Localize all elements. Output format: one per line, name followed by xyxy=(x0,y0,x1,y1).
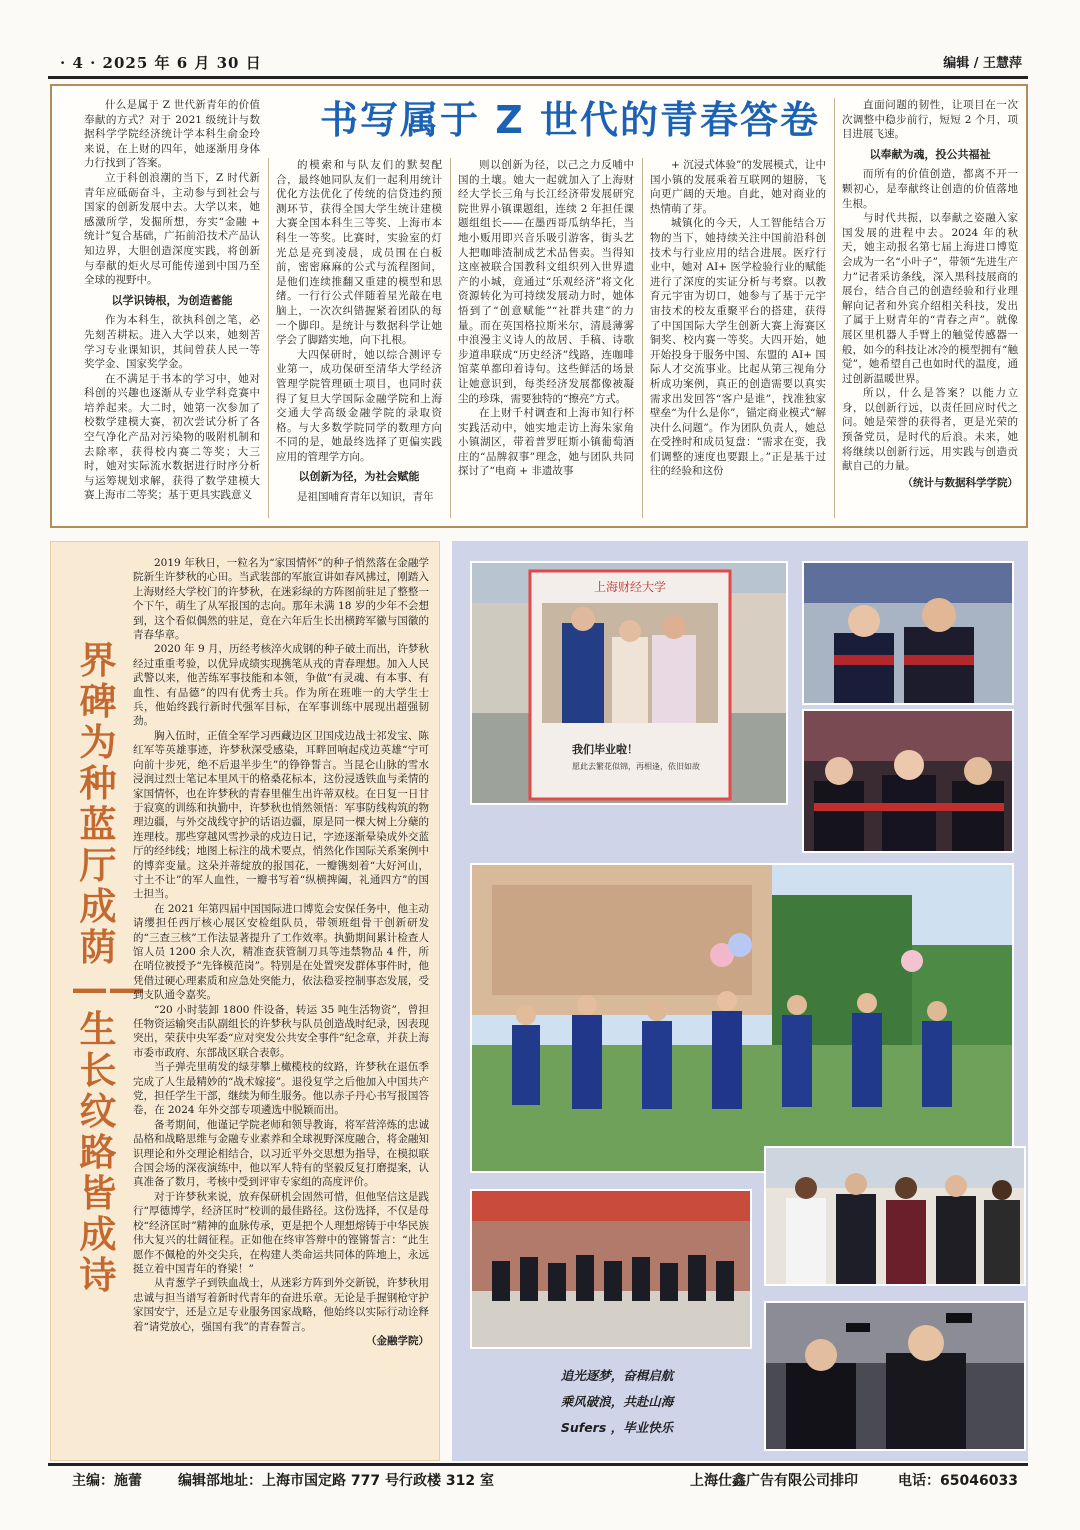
paragraph: 当子弹壳里萌发的绿芽攀上橄榄枝的纹路，许梦秋在退伍季完成了人生最精妙的“战术嫁接”。退役复学之后他加入中国共产党，担任学生干部，继续为师生服务。他以赤子丹心书写报国答卷，在 2024 年外交部专项遴选中脱颖而出。 xyxy=(133,1061,429,1117)
graduates-running-photo xyxy=(470,863,1014,1173)
photo-caption xyxy=(502,1363,732,1441)
paragraph: 则以创新为径，以己之力反哺中国的土壤。她大一起就加入了上海财经大学长三角与长江经济带发展研究院世界小镇课题组，连续 2 年担任课题组组长——在墨西哥瓜纳华托，当地小贩用即兴音乐吸引游客，街头艺人把咖啡渣制成艺术品售卖。当得知这座被联合国教科文组织列入世界遗产的小城，竟通过“乐观经济”将文化资源转化为可持续发展动力时，她体悟到了“创意赋能”“社群共建”的力量。而在英国格拉斯米尔，清晨薄雾中浪漫主义诗人的故居、手稿、诗歌步道串联成“历史经济”线路，连咖啡馆菜单都印着诗句。这些鲜活的场景让她意识到，每类经济发展都像被凝尘的珍珠，需要独特的“擦亮”方式。 xyxy=(458,159,634,405)
page-footer xyxy=(48,1470,1028,1490)
article-column-1 xyxy=(84,98,260,524)
article-column-5 xyxy=(842,98,1018,524)
column-divider xyxy=(268,158,269,518)
feature-article xyxy=(50,541,440,1461)
article-byline: （统计与数据科学学院） xyxy=(902,476,1018,489)
paragraph: 胸入伍时，正值全军学习西藏边区卫国戍边战士祁发宝、陈红军等英雄事迹，许梦秋深受感染，耳畔回响起戍边英雄“宁可向前十步死，绝不后退半步生”的铮铮誓言。当昆仑山脉的雪水浸润过烈士笔记本里风干的格桑花标本，这份浸透铁血与柔情的家国情怀，也在许梦秋的青春里催生出许蒂双枝。在日复一日甘于寂寞的训练和执勤中，许梦秋也悄然领悟：军事防线构筑的物理边疆，与外交战线守护的话语边疆，原是同一棵大树上分蘖的连理枝。那些穿越风雪抄录的戍边日记，字迹逐渐晕染成外交蓝厅的经纬线；地图上标注的战术要点，悄然化作国际关系案例中的博弈变量。这朵并蒂绽放的报国花，一瓣镌刻着“大好河山，寸土不让”的军人血性，一瓣书写着“纵横捭阖，礼通四方”的国士担当。 xyxy=(133,729,429,901)
phone-number: 电话：65046033 xyxy=(898,1473,1018,1489)
paragraph: 在上财千村调查和上海市知行杯实践活动中，她实地走访上海朱家角小镇湖区，带着普罗旺斯小镇葡萄酒庄的“品牌叙事”理念，她与团队共同探讨了“电商 + 非遗故事 xyxy=(458,407,634,478)
col3-paras xyxy=(458,158,634,479)
paragraph: 所以，什么是答案？以能力立身，以创新行远，以责任回应时代之问。她是荣誉的获得者，更是光荣的预备党员，是时代的后浪。未来，她将继续以创新行远，用实践与创造贡献自己的力量。 xyxy=(842,387,1018,473)
paragraph: 的模索和与队友们的默契配合，最终她同队友们一起利用统计优化方法优化了传统的信贷违约预测环节，获得全国大学生统计建模大赛全国本科生三等奖、上海市本科生一等奖。比赛时，实验室的灯光总是亮到凌晨，成员围在白板前，密密麻麻的公式与流程图间，是他们连续推翻又重建的模型和思绪。一行行公式伴随着星光敲在电脑上，一次次纠错握紧着团队的每一个脚印。是统计与数据科学让她学会了脚踏实地，向下扎根。 xyxy=(276,159,442,347)
paragraph: + 沉浸式体验”的发展模式，让中国小镇的发展乘着互联网的翅膀，飞向更广阔的天地。自此，她对商业的热情萌了芽。 xyxy=(650,159,826,215)
paragraph: 直面问题的韧性，让项目在一次次调整中稳步前行，短短 2 个月，项目进展飞速。 xyxy=(842,99,1018,141)
col2-paras xyxy=(276,158,442,464)
column-divider xyxy=(450,158,451,518)
top-article xyxy=(50,84,1028,528)
article-headline: 书写属于 Z 世代的青春答卷 xyxy=(319,98,820,142)
col1-paras xyxy=(84,98,260,288)
paragraph: 在 2021 年第四届中国国际进口博览会安保任务中，他主动请缨担任西厅核心展区安检组队员，带领班组骨干创新研发的“三查三核”工作法显著提升了工作效率。执勤期间累计检查人馆人员 1200 余人次，精准查获管制刀具等违禁物品 4 件，所在哨位被授予“先锋模范岗”。特别是在处置突发群体事件时，他凭借过硬心理素质和应急处突能力，依法稳妥控制事态发展，受到支队通令嘉奖。 xyxy=(133,902,429,1002)
footer-rule xyxy=(48,1463,1028,1466)
paragraph: 与时代共振，以奉献之姿融入家国发展的进程中去。2024 年的秋天，她主动报名第七届上海进口博览会成为一名“小叶子”，带领“先进生产力”记者采访条线，深入黑科技展商的展台，结合自己的创造经验和行业理解向记者和外宾介绍相关科技，发出了属于上财青年的“青春之声”。就像展区里机器人手臂上的触觉传感器一般，如今的科技让冰冷的模型拥有“触觉”，她希望自己也如时代的温度，通过创新温暖世界。 xyxy=(842,212,1018,385)
paragraph: 作为本科生，欲执科创之笔，必先刻苦耕耘。进入大学以来，她刻苦学习专业课知识，其间曾获人民一等奖学金、国家奖学金。 xyxy=(84,314,260,371)
paragraph: 什么是属于 Z 世代新青年的价值奉献的方式？对于 2021 级统计与数据科学学院经济统计学本科生俞金玲来说，在上财的四年，她逐渐用身体力行找到了答案。 xyxy=(84,99,260,170)
paragraph: 是祖国哺育青年以知识，青年 xyxy=(297,491,434,504)
frame-slogan: 我们毕业啦！ xyxy=(572,743,638,756)
article-column-4 xyxy=(650,158,826,524)
paragraph: 而所有的价值创造，都离不开一颗初心，是奉献终让创造的价值落地生根。 xyxy=(842,168,1018,210)
group-jump-photo xyxy=(470,1189,752,1349)
subheading-innovation: 以创新为径，为社会赋能 xyxy=(298,470,420,484)
caption-line: 追光逐梦，奋楫启航 xyxy=(560,1368,674,1383)
group-with-guests-photo xyxy=(764,1146,1026,1286)
caption-line: Sufers ，毕业快乐 xyxy=(560,1420,674,1435)
caption-line: 乘风破浪，共赴山海 xyxy=(560,1394,674,1409)
graduates-selfie-photo xyxy=(802,561,1014,705)
feature-body xyxy=(133,556,429,1458)
paragraph: 2020 年 9 月，历经考核淬火成钢的种子破土而出，许梦秋经过重重考验，以优异成绩实现携笔从戎的青春理想。加入人民武警以来，他苦练军事技能和本领，争做“有灵魂、有本事、有血性、有品德”的四有优秀士兵。作为所在班唯一的大学生士兵，他始终践行新时代强军目标，在军事训练中展现出超强韧劲。 xyxy=(133,643,429,728)
graduates-celebration-photo xyxy=(802,709,1014,853)
paragraph: 立于科创浪潮的当下，Z 时代新青年应砥砺奋斗，主动参与到社会与国家的创新发展中去。大学以来，她感激所学，发掘所想，夯实“金融 + 统计”复合基础，广拓前沿技术产品认知边界，大胆创造深度实践，将创新与奉献的炬火尽可能传递到中国乃至全球的视野中。 xyxy=(84,171,260,287)
frame-university-name: 上海财经大学 xyxy=(593,580,667,594)
feature-vertical-title: 界碑为种 蓝厅成荫——生长纹路皆成诗 xyxy=(71,638,145,1297)
column-divider xyxy=(834,98,835,518)
frame-subtext: 愿此去繁花似锦，再相逢，依旧如故 xyxy=(572,762,700,771)
paragraph: 2019 年秋日，一粒名为“家国情怀”的种子悄然落在金融学院新生许梦秋的心田。当武装部的军旅宣讲如春风拂过，刚踏入上海财经大学校门的许梦秋，在迷彩绿的方阵图前驻足了整整一个下午，萌生了从军报国的志向。那年未满 18 岁的少年不会想到，这个看似偶然的驻足，竟在六年后生长出横跨军徽与国徽的青春华章。 xyxy=(133,557,429,642)
col4-paras xyxy=(650,158,826,479)
paragraph: 对于许梦秋来说，放弃保研机会固然可惜，但他坚信这是践行“厚德博学，经济匡时”校训的最佳路径。这份选择，不仅是母校“经济匡时”精神的血脉传承，更是把个人理想熔铸于中华民族伟大复兴的壮阔征程。正如他在终审答辩中的铿锵誓言：“此生愿作不佩枪的外交尖兵，在构建人类命运共同体的阵地上，永远挺立着中国青年的脊梁！” xyxy=(133,1190,429,1275)
chief-editor: 主编：施蕾 xyxy=(72,1473,142,1489)
subheading-knowledge: 以学识铸根，为创造蓄能 xyxy=(111,293,233,307)
page-header xyxy=(48,50,1028,74)
editorial-address: 编辑部地址：上海市国定路 777 号行政楼 312 室 xyxy=(178,1473,494,1489)
col5-paras xyxy=(842,98,1018,142)
paragraph: 从青葱学子到铁血战士，从迷彩方阵到外交新锐，许梦秋用忠诚与担当谱写着新时代青年的奋进乐章。无论是手握钢枪守护家国安宁，还是立足专业服务国家战略，他始终以实际行动诠释着“请党放心，强国有我”的青春誓言。 xyxy=(133,1277,429,1333)
photo-collage xyxy=(452,541,1028,1461)
page-number-date: · 4 · 2025 年 6 月 30 日 xyxy=(60,54,262,72)
feature-byline: （金融学院） xyxy=(366,1334,429,1347)
paragraph: 大四保研时，她以综合测评专业第一，成功保研至清华大学经济管理学院管理硕士项目，也同时获得了复旦大学国际金融学院和上海交通大学高级金融学院的录取资格。与大多数学院同学的数理方向不同的是，她最终选择了更偏实践应用的管理学方向。 xyxy=(276,348,442,463)
article-column-3 xyxy=(458,158,634,524)
col1-paras2 xyxy=(84,313,260,503)
paragraph: 备考期间，他谨记学院老师和领导教诲，将军营淬炼的忠诚品格和战略思维与金融专业素养和全球视野深度融合，将金融知识理论和外交理论相结合，以习近平外交思想为指导，在模拟联合国会场的深夜演练中，他以军人特有的坚毅反复打磨提案，认真准备了数月，考核中受到评审专家组的高度评价。 xyxy=(133,1118,429,1189)
col2-paras2 xyxy=(276,490,442,505)
column-divider xyxy=(642,158,643,518)
subheading-devotion: 以奉献为魂，投公共福祉 xyxy=(869,147,991,161)
feature-paras xyxy=(133,556,429,1334)
article-column-2 xyxy=(276,158,442,524)
paragraph: “20 小时装卸 1800 件设备，转运 35 吨生活物资”，曾担任物资运输突击队副组长的许梦秋与队员创造战时纪录，因表现突出，荣获中央军委“应对突发公共安全事件”纪念章，并获上海市委市政府、东部战区联合表彰。 xyxy=(133,1003,429,1059)
paragraph: 城镇化的今天，人工智能结合万物的当下，她持续关注中国前沿科创技术与行业应用的结合进展。医疗行业中，她对 AI+ 医学检验行业的赋能进行了深度的实证分析与考察。以教育元宇宙为切口，她参与了基于元宇宙技术的校友重聚平台的搭建，获得了中国国际大学生创新大赛上海赛区铜奖、校内赛一等奖。大四开始，她开始投身于服务中国、东盟的 AI+ 国际人才交流事业。比起从第三视角分析成功案例，真正的创造需要以真实需求出发回答“客户是谁”，找准独家壁垒“为什么是你”，锚定商业模式“解决什么问题”。作为团队负责人，她总在受挫时和成员复盘：“需求在变，我们调整的速度也要跟上。”正是基于过往的经验和这份 xyxy=(650,217,826,478)
printer-credit: 上海仕鑫广告有限公司排印 xyxy=(690,1473,858,1489)
header-rule xyxy=(48,76,1028,79)
editor-credit: 编辑 / 王慧萍 xyxy=(943,56,1022,71)
paragraph: 在不满足于书本的学习中，她对科创的兴趣也逐渐从专业学科竞赛中培养起来。大二时，她第一次参加了校数学建模大赛，初次尝试分析了各空气净化产品对污染物的吸附机制和去除率，获得校内赛二等奖；大三时，她对实际流水数据进行时序分析与运筹规划求解，获得了数学建模大赛上海市二等奖；基于更具实践意义 xyxy=(84,372,260,502)
caps-toss-photo xyxy=(764,1301,1026,1451)
graduation-frame-photo xyxy=(470,561,788,805)
col5-paras2 xyxy=(842,167,1018,473)
